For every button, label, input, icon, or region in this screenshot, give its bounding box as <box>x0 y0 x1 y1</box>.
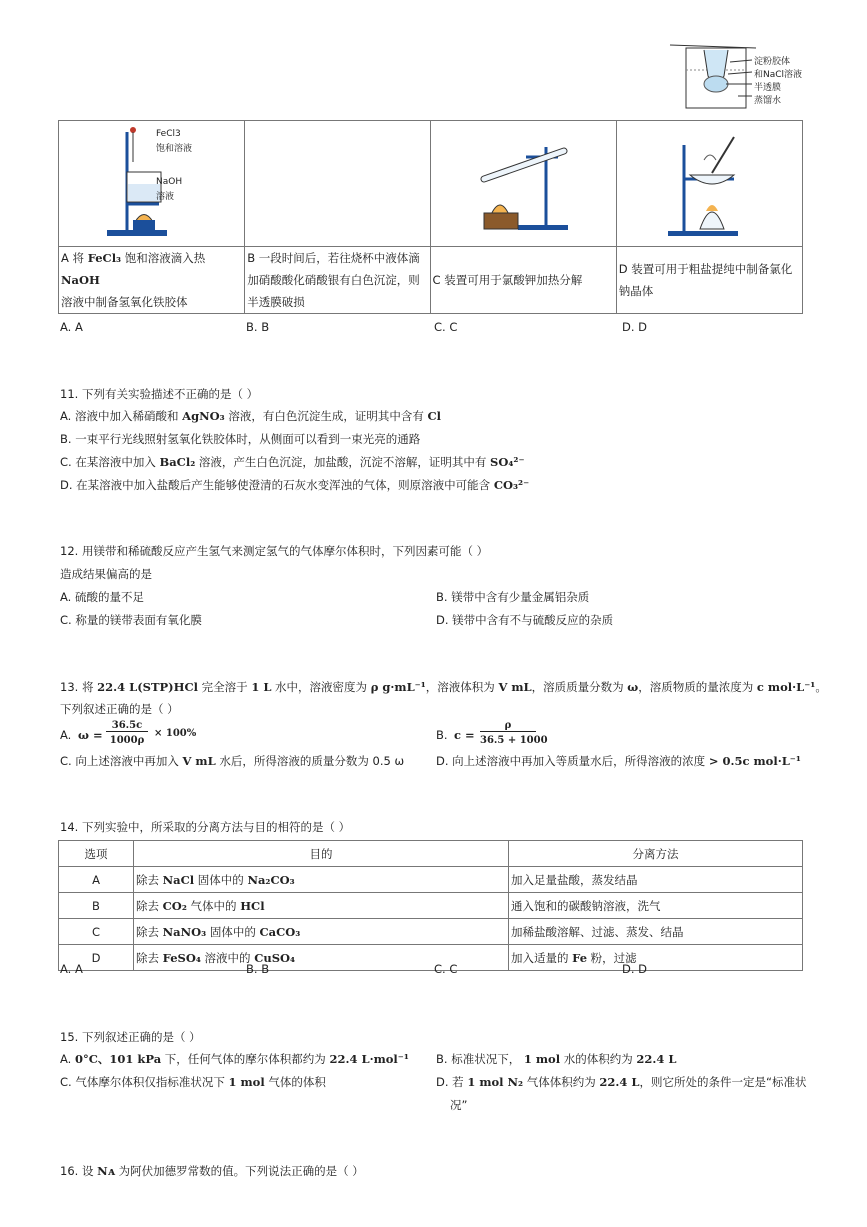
table-row <box>59 867 803 893</box>
apparatus-d-text: D 装置可用于粗盐提纯中制备氯化钠晶体 <box>616 247 802 314</box>
cell-method: 通入饱和的碳酸钠溶液，洗气 <box>509 893 803 919</box>
q15-option-d-line2: 况” <box>450 1098 468 1112</box>
text: ，溶质物质的量浓度为 <box>638 680 757 694</box>
formula-lhs: ω = <box>78 728 103 742</box>
cell-purpose <box>134 919 509 945</box>
q12-option-a[interactable]: A. 硫酸的量不足 <box>60 590 144 604</box>
column-header: 目的 <box>134 841 509 867</box>
q11-option-c[interactable] <box>60 454 525 470</box>
q15-option-b[interactable] <box>436 1051 677 1067</box>
option-d[interactable]: D. D <box>622 962 648 976</box>
chem-formula: Cl <box>427 409 442 423</box>
text: ，则它所处的条件一定是“标准状 <box>639 1075 807 1089</box>
text: D. 若 <box>436 1075 468 1089</box>
q11-option-d[interactable] <box>60 477 529 493</box>
chem-formula: NaCl <box>162 872 195 887</box>
text: B. 标准状况下， <box>436 1052 524 1066</box>
text: C. 气体摩尔体积仅指标准状况下 <box>60 1075 229 1089</box>
chem-formula: NaNO₃ <box>162 924 207 939</box>
table-row <box>59 945 803 971</box>
text: C. 在某溶液中加入 <box>60 455 160 469</box>
text: 气体的体积 <box>264 1075 326 1089</box>
chem-formula: c mol·L⁻¹ <box>756 680 816 694</box>
chem-formula: 1 L <box>251 680 272 694</box>
chem-formula: 0°C、101 kPa <box>74 1052 162 1066</box>
cell-option: C <box>59 919 134 945</box>
column-header: 选项 <box>59 841 134 867</box>
text: 固体中的 <box>194 872 248 887</box>
q12-stem-line2: 造成结果偏高的是 <box>60 567 152 581</box>
column-header: 分离方法 <box>509 841 803 867</box>
fraction-denominator: 1000ρ <box>109 735 145 746</box>
apparatus-d-figure <box>616 121 802 247</box>
q13-stem <box>60 679 827 695</box>
text: 溶液，有白色沉淀生成，证明其中含有 <box>224 409 428 423</box>
fraction-numerator: 36.5c <box>106 720 148 732</box>
text: 16. 设 <box>60 1164 98 1178</box>
text: A. 溶液中加入稀硝酸和 <box>60 409 183 423</box>
fraction-denominator: 36.5 + 1000 <box>480 735 548 746</box>
q13-option-c[interactable] <box>60 753 404 769</box>
fig-a-label: NaOH <box>156 177 183 187</box>
text: 。 <box>815 680 827 694</box>
figure-label: 蒸馏水 <box>754 96 782 106</box>
table-header-row <box>59 841 803 867</box>
q16-stem <box>60 1163 364 1179</box>
figure-label: 和NaCl溶液 <box>754 70 803 80</box>
text: 溶液中的 <box>200 950 255 965</box>
text: D. 在某溶液中加入盐酸后产生能够使澄清的石灰水变浑浊的气体，则原溶液中可能含 <box>60 478 494 492</box>
chem-formula: ω <box>627 680 639 694</box>
chem-formula: ρ g·mL⁻¹ <box>370 680 426 694</box>
fig-a-label: FeCl3 <box>156 129 181 139</box>
chem-formula: Fe <box>572 950 588 965</box>
q12-option-b[interactable]: B. 镁带中含有少量金属铝杂质 <box>436 590 590 604</box>
chem-formula: FeSO₄ <box>162 950 201 965</box>
chem-formula: 1 mol <box>228 1075 265 1089</box>
chem-formula: AgNO₃ <box>182 409 225 423</box>
q15-option-c[interactable] <box>60 1074 326 1090</box>
option-label: A. <box>60 728 72 742</box>
q11-option-b[interactable]: B. 一束平行光线照射氢氧化铁胶体时，从侧面可以看到一束光亮的通路 <box>60 432 421 446</box>
chem-formula: Nᴀ <box>97 1164 115 1178</box>
apparatus-table <box>58 120 803 314</box>
text: 完全溶于 <box>198 680 252 694</box>
q13-option-d[interactable] <box>436 753 801 769</box>
text: 除去 <box>136 872 163 887</box>
option-c[interactable]: C. C <box>434 962 458 976</box>
chem-formula: CO₃²⁻ <box>493 478 530 492</box>
formula-tail: × 100% <box>154 728 197 739</box>
text: 除去 <box>136 898 163 913</box>
chem-formula: NaOH <box>61 273 100 287</box>
option-label: B. <box>436 728 448 742</box>
fig-a-label: 饱和溶液 <box>156 144 193 154</box>
q13-stem-line2: 下列叙述正确的是（ ） <box>60 702 179 716</box>
q12-option-d[interactable]: D. 镁带中含有不与硫酸反应的杂质 <box>436 613 614 627</box>
option-c[interactable]: C. C <box>434 320 458 334</box>
text: 水后，所得溶液的质量分数为 0.5 ω <box>215 754 405 768</box>
apparatus-c-figure <box>430 121 616 247</box>
text: ，溶液体积为 <box>425 680 499 694</box>
chem-formula: 1 mol N₂ <box>467 1075 524 1089</box>
cell-option: B <box>59 893 134 919</box>
apparatus-a-figure <box>59 121 245 247</box>
cell-option: A <box>59 867 134 893</box>
text: 气体中的 <box>186 898 241 913</box>
cell-purpose <box>134 867 509 893</box>
apparatus-a-text <box>59 247 245 314</box>
text: 13. 将 <box>60 680 98 694</box>
separation-table <box>58 840 803 971</box>
chem-formula: > 0.5c mol·L⁻¹ <box>708 754 801 768</box>
text: A 将 <box>61 251 88 265</box>
chem-formula: SO₄²⁻ <box>490 455 525 469</box>
apparatus-c-text: C 装置可用于氯酸钾加热分解 <box>430 247 616 314</box>
chem-formula: FeCl₃ <box>87 251 122 265</box>
table-row <box>59 893 803 919</box>
chem-formula: 22.4 L <box>599 1075 640 1089</box>
fraction-numerator: ρ <box>480 720 536 732</box>
table-row <box>59 919 803 945</box>
q11-stem: 11. 下列有关实验描述不正确的是（ ） <box>60 387 259 401</box>
text: C. 向上述溶液中再加入 <box>60 754 183 768</box>
text: 加入适量的 <box>511 950 573 965</box>
text: 除去 <box>136 924 163 939</box>
chem-formula: V mL <box>182 754 216 768</box>
text: 粉，过滤 <box>587 950 637 965</box>
cell-method: 加稀盐酸溶解、过滤、蒸发、结晶 <box>509 919 803 945</box>
option-b[interactable]: B. B <box>246 320 270 334</box>
fig-a-label: 溶液 <box>156 192 175 202</box>
chem-formula: HCl <box>240 898 265 913</box>
cell-method <box>509 945 803 971</box>
chem-formula: CaCO₃ <box>259 924 301 939</box>
q12-stem: 12. 用镁带和稀硫酸反应产生氢气来测定氢气的气体摩尔体积时，下列因素可能（ ） <box>60 544 489 558</box>
cell-option: D <box>59 945 134 971</box>
option-d[interactable]: D. D <box>622 320 648 334</box>
text: 饱和溶液滴入热 <box>121 251 206 265</box>
text: 溶液，产生白色沉淀，加盐酸，沉淀不溶解，证明其中有 <box>195 455 491 469</box>
text: 为阿伏加德罗常数的值。下列说法正确的是（ ） <box>115 1164 364 1178</box>
option-a[interactable]: A. A <box>60 962 83 976</box>
text: 溶液中制备氢氧化铁胶体 <box>61 295 188 309</box>
chem-formula: CuSO₄ <box>254 950 296 965</box>
q12-option-c[interactable]: C. 称量的镁带表面有氧化膜 <box>60 613 202 627</box>
text: 除去 <box>136 950 163 965</box>
chem-formula: 22.4 L·mol⁻¹ <box>329 1052 409 1066</box>
apparatus-b-text: B 一段时间后，若往烧杯中液体滴加硝酸酸化硝酸银有白色沉淀，则半透膜破损 <box>245 247 430 314</box>
chem-formula: V mL <box>498 680 532 694</box>
chem-formula: Na₂CO₃ <box>247 872 295 887</box>
q15-option-d[interactable] <box>436 1074 806 1090</box>
chem-formula: 1 mol <box>523 1052 561 1066</box>
figure-label: 半透膜 <box>754 83 782 93</box>
text: A. <box>60 1052 75 1066</box>
text: 气体体积约为 <box>523 1075 600 1089</box>
text: 水中，溶液密度为 <box>271 680 371 694</box>
chem-formula: CO₂ <box>162 898 187 913</box>
chem-formula: 22.4 L <box>636 1052 677 1066</box>
q15-stem: 15. 下列叙述正确的是（ ） <box>60 1030 201 1044</box>
text: ，溶质质量分数为 <box>531 680 628 694</box>
apparatus-b-figure <box>245 121 430 247</box>
option-a[interactable]: A. A <box>60 320 83 334</box>
option-b[interactable]: B. B <box>246 962 270 976</box>
chem-formula: BaCl₂ <box>159 455 196 469</box>
figure-label: 淀粉胶体 <box>754 57 791 67</box>
cell-purpose <box>134 893 509 919</box>
dialysis-figure <box>668 40 813 112</box>
formula-lhs: c = <box>454 728 475 742</box>
chem-formula: 22.4 L(STP)HCl <box>97 680 198 694</box>
text: 水的体积约为 <box>560 1052 637 1066</box>
q11-option-a[interactable] <box>60 408 441 424</box>
text: 下，任何气体的摩尔体积都约为 <box>161 1052 330 1066</box>
text: D. 向上述溶液中再加入等质量水后，所得溶液的浓度 <box>436 754 709 768</box>
q14-stem: 14. 下列实验中，所采取的分离方法与目的相符的是（ ） <box>60 820 351 834</box>
q15-option-a[interactable] <box>60 1051 409 1067</box>
cell-method: 加入足量盐酸，蒸发结晶 <box>509 867 803 893</box>
text: 固体中的 <box>206 924 260 939</box>
